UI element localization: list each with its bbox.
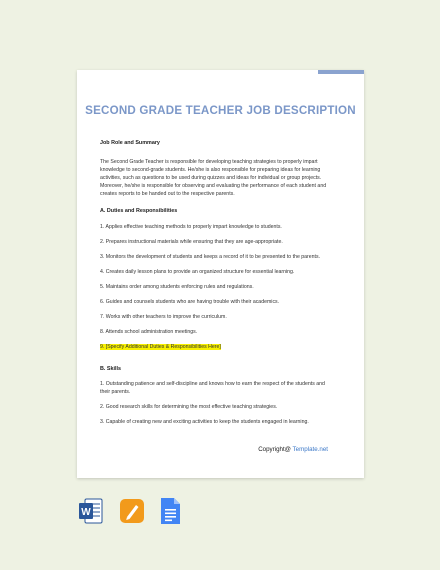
duty-item: 3. Monitors the development of students and keeps a record of it to be presented to the parents. <box>100 254 321 260</box>
duty-item: 2. Prepares instructional materials while ensuring that they are age-appropriate. <box>100 239 283 245</box>
duty-item: 5. Maintains order among students enforcing rules and regulations. <box>100 284 254 290</box>
duty-item: 6. Guides and counsels students who are having trouble with their academics. <box>100 299 280 305</box>
copyright-prefix: Copyright@ <box>258 446 291 453</box>
pages-icon[interactable] <box>119 497 145 525</box>
template-net-link[interactable]: Template.net <box>290 446 328 453</box>
summary-section <box>100 140 346 198</box>
skill-item: 3. Capable of creating new and exciting activities to keep the students engaged in learning. <box>100 419 309 425</box>
skill-line: 1. Outstanding patience and self-discipline and knows how to earn the respect of the students and <box>100 381 325 387</box>
svg-text:W: W <box>81 507 91 518</box>
summary-line: Moreover, he/she is responsible for observing and evaluating the performance of each student and <box>100 182 327 189</box>
duty-item: 7. Works with other teachers to improve the curriculum. <box>100 314 227 320</box>
skills-heading: B. Skills <box>100 366 121 372</box>
summary-paragraph <box>100 158 346 198</box>
skill-line: their parents. <box>100 388 131 395</box>
accent-bar <box>318 70 364 74</box>
duty-item: 1. Applies effective teaching methods to properly impart knowledge to students. <box>100 224 282 230</box>
skill-item: 2. Good research skills for determining the most effective teaching strategies. <box>100 404 278 410</box>
skill-item <box>100 381 346 396</box>
summary-line: creates reports to be handed out to the respective parents. <box>100 190 235 197</box>
duty-item-placeholder-row <box>100 344 346 352</box>
document-title: SECOND GRADE TEACHER JOB DESCRIPTION <box>85 104 356 117</box>
highlighted-placeholder: 9. [Specify Additional Duties & Responsibilities Here] <box>100 344 221 350</box>
google-docs-icon[interactable] <box>158 497 184 525</box>
app-icons <box>0 497 440 527</box>
duty-item: 4. Creates daily lesson plans to provide an organized structure for essential learning. <box>100 269 295 275</box>
copyright-footer <box>258 446 328 453</box>
role-heading: Job Role and Summary <box>100 140 160 146</box>
summary-line: activities, such as questions to be used during quizzes and ideas for individual or group projects. <box>100 174 322 181</box>
summary-line: The Second Grade Teacher is responsible for developing teaching strategies to properly impart <box>100 158 318 165</box>
duty-item: 8. Attends school administration meetings. <box>100 329 198 335</box>
summary-line: knowledge to second-grade students. He/she is also responsible for preparing ideas for learning <box>100 166 321 173</box>
document-page <box>77 70 364 478</box>
word-icon[interactable] <box>78 497 104 525</box>
duties-heading: A. Duties and Responsibilities <box>100 208 178 214</box>
